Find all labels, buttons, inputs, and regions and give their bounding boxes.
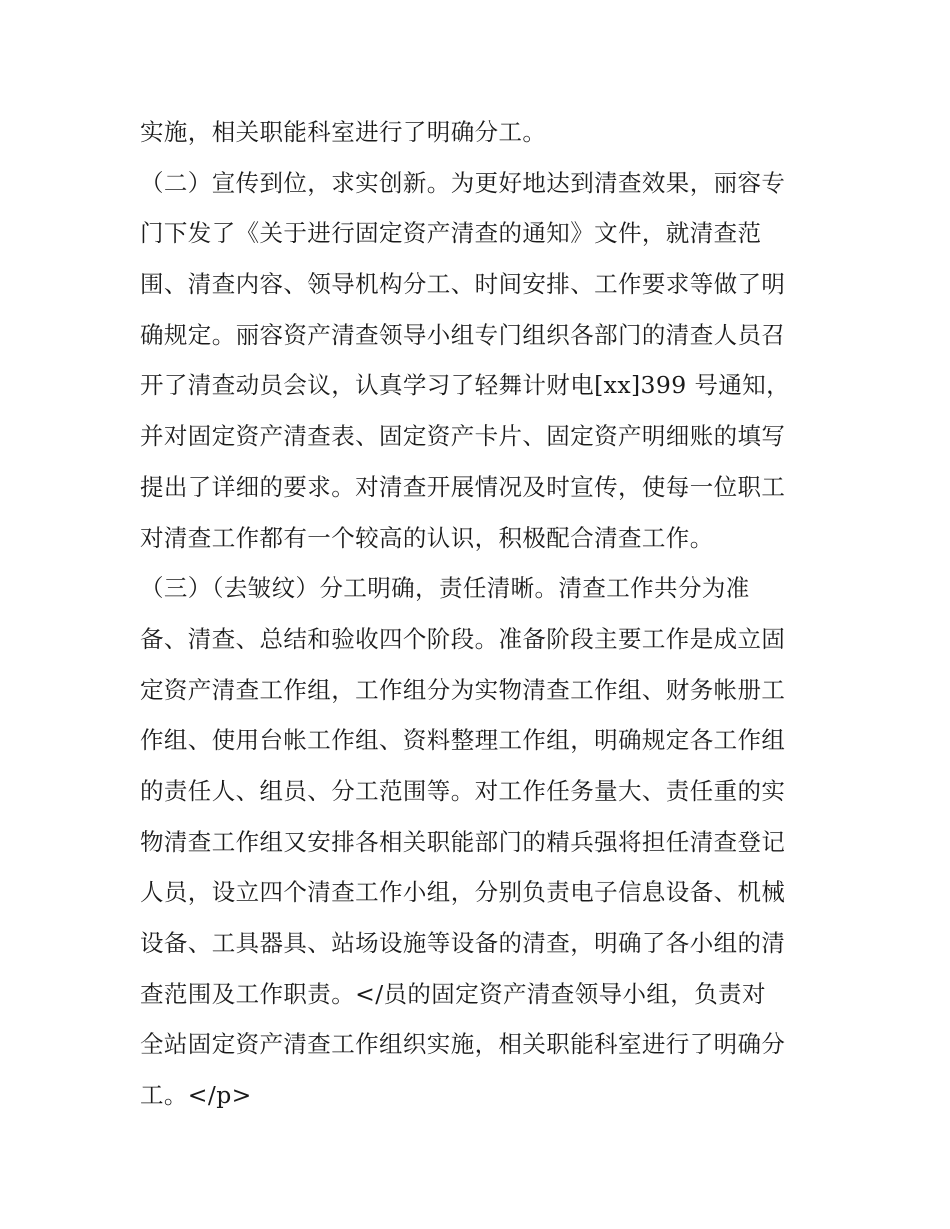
text-line-9: 对清查工作都有一个较高的认识，积极配合清查工作。 bbox=[140, 523, 714, 552]
text-line-1: 实施，相关职能科室进行了明确分工。 bbox=[140, 118, 547, 146]
text-line-10: （三）（去皱纹）分工明确，责任清晰。清查工作共分为准 bbox=[140, 574, 750, 603]
text-line-8: 提出了详细的要求。对清查开展情况及时宣传，使每一位职工 bbox=[140, 472, 786, 501]
text-line-2: （二）宣传到位，求实创新。为更好地达到清查效果，丽容专 bbox=[140, 168, 786, 197]
text-line-14: 的责任人、组员、分工范围等。对工作任务量大、责任重的实 bbox=[140, 776, 786, 805]
text-line-3: 门下发了《关于进行固定资产清查的通知》文件，就清查范 bbox=[140, 219, 762, 248]
text-line-16: 人员，设立四个清查工作小组，分别负责电子信息设备、机械 bbox=[140, 878, 786, 907]
text-line-18: 查范围及工作职责。</员的固定资产清查领导小组，负责对 bbox=[140, 979, 766, 1008]
text-line-6: 开了清查动员会议，认真学习了轻舞计财电[xx]399 号通知， bbox=[140, 371, 791, 400]
text-line-19: 全站固定资产清查工作组织实施，相关职能科室进行了明确分 bbox=[140, 1030, 786, 1059]
text-line-11: 备、清查、总结和验收四个阶段。准备阶段主要工作是成立固 bbox=[140, 624, 786, 653]
text-line-4: 围、清查内容、领导机构分工、时间安排、工作要求等做了明 bbox=[140, 270, 786, 299]
text-line-17: 设备、工具器具、站场设施等设备的清查，明确了各小组的清 bbox=[140, 929, 786, 957]
text-line-12: 定资产清查工作组，工作组分为实物清查工作组、财务帐册工 bbox=[140, 675, 786, 704]
text-line-15: 物清查工作组又安排各相关职能部门的精兵强将担任清查登记 bbox=[140, 827, 786, 856]
text-line-5: 确规定。丽容资产清查领导小组专门组织各部门的清查人员召 bbox=[140, 320, 786, 349]
text-line-20: 工。</p> bbox=[140, 1081, 252, 1110]
text-line-7: 并对固定资产清查表、固定资产卡片、固定资产明细账的填写 bbox=[140, 422, 786, 451]
body-text bbox=[140, 107, 830, 1121]
text-line-13: 作组、使用台帐工作组、资料整理工作组，明确规定各工作组 bbox=[140, 726, 786, 755]
